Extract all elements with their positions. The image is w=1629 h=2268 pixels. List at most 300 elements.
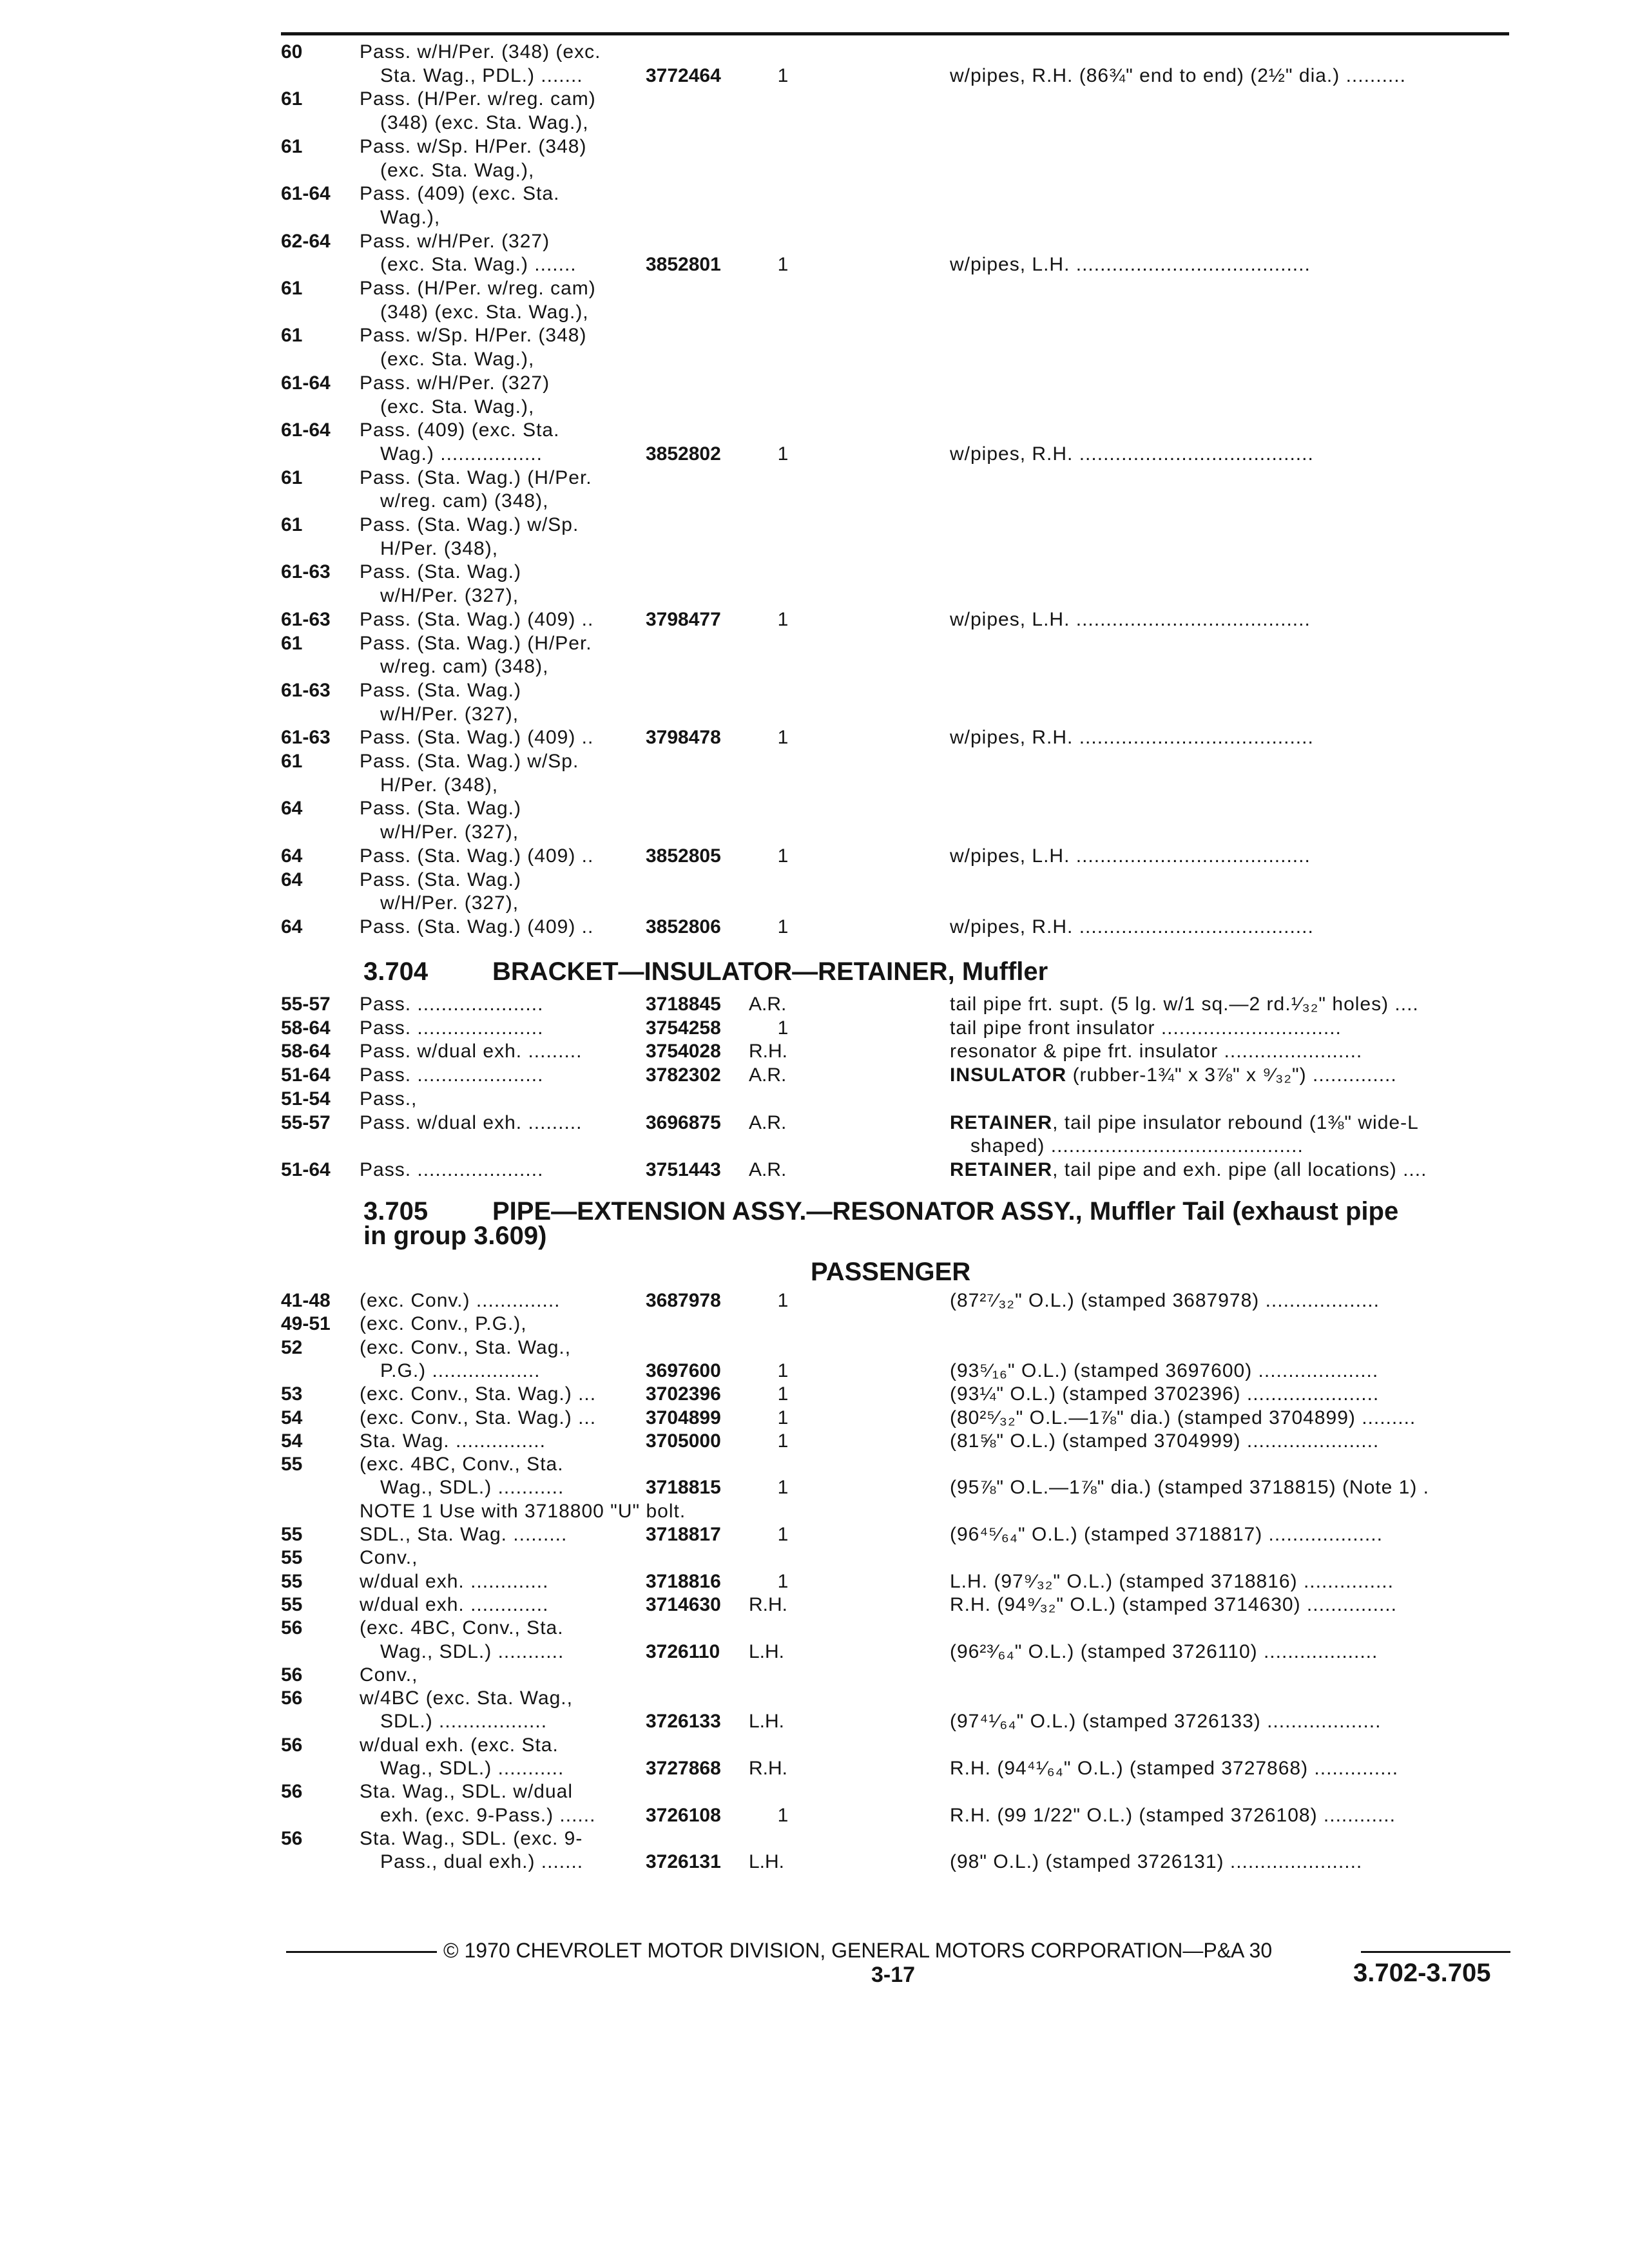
model-description: (348) (exc. Sta. Wag.), [380,112,589,134]
model-description: Pass., dual exh.) ....... [380,1851,584,1873]
table-row [0,1640,1629,1664]
model-description: w/H/Per. (327), [380,892,519,914]
top-rule [281,32,1509,35]
model-description: Pass. (Sta. Wag.) (409) .. [360,916,594,937]
description-text: (96²³⁄₆₄" O.L.) (stamped 3726110) ................... [950,1640,1378,1662]
quantity: 1 [777,727,789,749]
part-number: 3798478 [646,727,721,749]
description-text: (80²⁵⁄₃₂" O.L.—1⅞" dia.) (stamped 3704899) ......... [950,1407,1416,1428]
section-3704-number: 3.704 [363,957,429,986]
part-number: 3687978 [646,1290,721,1311]
model-description: Wag., SDL.) ........... [380,1477,564,1499]
year-range: 64 [281,869,303,890]
quantity: R.H. [749,1758,787,1779]
part-description [950,253,1311,276]
year-range: 64 [281,798,303,820]
table-row [0,1336,1629,1360]
quantity: A.R. [749,1158,787,1180]
part-description [950,915,1314,939]
part-description [950,1803,1396,1827]
table-row [0,1134,1629,1158]
table-row [0,1733,1629,1757]
model-description: Sta. Wag., SDL. (exc. 9- [360,1827,583,1849]
quantity: 1 [777,64,789,86]
table-row [0,1803,1629,1827]
quantity: L.H. [749,1711,785,1733]
part-number: 3714630 [646,1593,721,1615]
description-text: w/pipes, L.H. ....................................... [950,608,1311,630]
part-description [950,1709,1381,1733]
table-row [0,560,1629,584]
year-range: 58-64 [281,1017,331,1039]
model-description: Pass. ..................... [360,1158,544,1180]
model-description: (exc. 4BC, Conv., Sta. [360,1617,564,1639]
part-description [950,1016,1342,1040]
model-description: SDL.) .................. [380,1711,548,1733]
part-number: 3702396 [646,1383,721,1405]
table-row [0,773,1629,797]
table-row [0,1780,1629,1803]
part-description [950,1570,1394,1593]
table-row [0,1850,1629,1874]
year-range: 61-63 [281,727,331,749]
year-range: 61-63 [281,608,331,630]
model-description: (exc. Conv.) .............. [360,1290,561,1311]
quantity: 1 [777,1804,789,1826]
description-text: (93¼" O.L.) (stamped 3702396) ...................... [950,1383,1380,1405]
model-description: w/H/Per. (327), [380,703,519,725]
part-description [950,844,1311,868]
model-description: H/Per. (348), [380,537,499,559]
model-description: Pass. w/H/Per. (327) [360,372,550,394]
table-row [0,1382,1629,1406]
part-description [950,1593,1397,1617]
quantity: 1 [777,1383,789,1405]
quantity: 1 [777,443,789,465]
part-description [950,1475,1429,1499]
part-description [950,1039,1362,1063]
model-description: (exc. Conv., Sta. Wag.) ... [360,1383,597,1405]
footer-page-number: 3-17 [871,1963,916,1987]
part-description [950,992,1419,1016]
quantity: 1 [777,1570,789,1592]
year-range: 55 [281,1454,303,1475]
quantity: 1 [777,1477,789,1499]
part-number: 3726131 [646,1851,721,1873]
model-description: H/Per. (348), [380,774,499,796]
model-description: (348) (exc. Sta. Wag.), [380,301,589,323]
part-number: 3704899 [646,1407,721,1428]
table-row [0,608,1629,631]
year-range: 55 [281,1570,303,1592]
description-text: shaped) .......................................... [970,1135,1304,1157]
table-row [0,749,1629,773]
part-number: 3751443 [646,1158,721,1180]
part-number: 3852802 [646,443,721,465]
quantity: 1 [777,1407,789,1428]
quantity: 1 [777,1017,789,1039]
model-description: w/dual exh. ............. [360,1593,549,1615]
model-description: Wag., SDL.) ........... [380,1758,564,1779]
model-description: Pass. (Sta. Wag.) (409) .. [360,845,594,867]
model-description: Pass. (Sta. Wag.) [360,869,521,890]
year-range: 61 [281,632,303,654]
table-row [0,64,1629,88]
quantity: R.H. [749,1041,787,1062]
description-text: (97⁴¹⁄₆₄" O.L.) (stamped 3726133) ................... [950,1711,1382,1733]
table-row [0,1686,1629,1710]
model-description: Sta. Wag. ............... [360,1430,546,1452]
table-row [0,111,1629,135]
table-row [0,371,1629,395]
description-text: (93⁵⁄₁₆" O.L.) (stamped 3697600) .................... [950,1360,1379,1381]
model-description: Pass. w/H/Per. (348) (exc. [360,41,601,62]
model-description: w/reg. cam) (348), [380,490,549,512]
year-range: 54 [281,1430,303,1452]
year-range: 60 [281,41,303,62]
part-number: 3852801 [646,254,721,276]
part-description [950,1406,1416,1430]
model-description: Wag.), [380,206,441,228]
year-range: 54 [281,1407,303,1428]
model-description: Pass. (H/Per. w/reg. cam) [360,278,596,299]
model-description: Sta. Wag., SDL. w/dual [360,1781,574,1803]
model-description: Pass. (Sta. Wag.) (H/Per. [360,466,592,488]
part-description [950,608,1311,631]
quantity: 1 [777,608,789,630]
table-row [0,1087,1629,1111]
table-row [0,418,1629,442]
table-row [0,1756,1629,1780]
year-range: 56 [281,1827,303,1849]
description-text: R.H. (94⁹⁄₃₂" O.L.) (stamped 3714630) ............... [950,1593,1397,1615]
table-row [0,915,1629,939]
model-description: Pass. (Sta. Wag.) w/Sp. [360,514,579,535]
model-description: w/4BC (exc. Sta. Wag., [360,1687,573,1709]
section-3705-number: 3.705 [363,1197,429,1225]
quantity: R.H. [749,1593,787,1615]
model-description: SDL., Sta. Wag. ......... [360,1524,568,1545]
table-row [0,347,1629,371]
part-number: 3798477 [646,608,721,630]
model-description: (exc. Sta. Wag.), [380,159,535,181]
model-description: Pass. (409) (exc. Sta. [360,183,560,205]
part-number: 3697600 [646,1360,721,1381]
model-description: Pass. w/Sp. H/Per. (348) [360,325,587,347]
year-range: 49-51 [281,1313,331,1335]
model-description: Conv., [360,1664,418,1686]
table-row [0,206,1629,229]
description-text: (96⁴⁵⁄₆₄" O.L.) (stamped 3718817) ................... [950,1524,1383,1545]
year-range: 61 [281,135,303,157]
year-range: 61 [281,88,303,110]
model-description: exh. (exc. 9-Pass.) ...... [380,1804,596,1826]
model-description: w/H/Per. (327), [380,585,519,607]
description-text: w/pipes, R.H. ....................................... [950,443,1314,465]
model-description: Pass., [360,1088,418,1110]
model-description: Pass. (Sta. Wag.) [360,679,521,701]
part-number: 3718845 [646,994,721,1015]
part-number: 3726110 [646,1640,720,1662]
table-row [0,891,1629,915]
description-text: w/pipes, L.H. ....................................... [950,845,1311,867]
part-description [970,1134,1304,1158]
quantity: L.H. [749,1851,785,1873]
table-row [0,135,1629,159]
table-row [0,844,1629,868]
model-description: Pass. (H/Per. w/reg. cam) [360,88,596,110]
table-row [0,537,1629,561]
part-number: 3772464 [646,64,721,86]
table-row [0,1663,1629,1687]
quantity: A.R. [749,1111,787,1133]
table-row [0,1499,1629,1523]
footer-rule-right [1361,1951,1510,1953]
table-row [0,1546,1629,1570]
description-text: (rubber-1¾" x 3⅞" x ⁹⁄₃₂") .............. [1066,1064,1397,1086]
description-text: (87²⁷⁄₃₂" O.L.) (stamped 3687978) ................... [950,1290,1380,1311]
quantity: 1 [777,916,789,937]
model-description: Pass. ..................... [360,1017,544,1039]
part-number: 3782302 [646,1064,721,1086]
part-description [950,64,1406,88]
year-range: 61 [281,278,303,299]
model-description: Pass. (Sta. Wag.) [360,798,521,820]
year-range: 51-54 [281,1088,331,1110]
year-range: 61 [281,325,303,347]
table-row [0,992,1629,1016]
model-description: Pass. (Sta. Wag.) [360,561,521,583]
description-text: w/pipes, L.H. ....................................... [950,254,1311,276]
table-row [0,631,1629,655]
table-row [0,1359,1629,1383]
part-description [950,1111,1419,1135]
year-range: 61-63 [281,679,331,701]
year-range: 56 [281,1617,303,1639]
footer-copyright: © 1970 CHEVROLET MOTOR DIVISION, GENERAL MOTORS CORPORATION—P&A 30 [443,1939,1273,1962]
table-row [0,1312,1629,1336]
part-description [950,1756,1398,1780]
model-description: Pass. (Sta. Wag.) (H/Per. [360,632,592,654]
part-number: 3726108 [646,1804,721,1826]
table-row [0,1063,1629,1087]
model-description: Pass. w/dual exh. ......... [360,1041,583,1062]
quantity: 1 [777,254,789,276]
table-row [0,1523,1629,1546]
table-row [0,1429,1629,1453]
model-description: (exc. Conv., Sta. Wag.) ... [360,1407,597,1428]
table-row [0,1158,1629,1182]
quantity: 1 [777,1360,789,1381]
description-text: w/pipes, R.H. ....................................... [950,916,1314,937]
year-range: 61 [281,466,303,488]
table-row [0,1709,1629,1733]
year-range: 55-57 [281,994,331,1015]
description-text: , tail pipe insulator rebound (1⅜" wide-L [1052,1111,1419,1133]
part-description [950,1063,1397,1087]
table-row [0,229,1629,253]
year-range: 61 [281,751,303,772]
table-row [0,1570,1629,1593]
table-row [0,1406,1629,1430]
description-text: (98" O.L.) (stamped 3726131) ...................... [950,1851,1363,1873]
table-row [0,395,1629,419]
description-text: R.H. (99 1/22" O.L.) (stamped 3726108) ............ [950,1804,1396,1826]
year-range: 55 [281,1547,303,1569]
part-description [950,1382,1379,1406]
model-description: (exc. Sta. Wag.), [380,396,535,418]
model-description: NOTE 1 Use with 3718800 "U" bolt. [360,1500,686,1522]
table-row [0,276,1629,300]
part-number: 3718817 [646,1524,721,1545]
quantity: A.R. [749,1064,787,1086]
model-description: Conv., [360,1547,418,1569]
part-description [950,726,1314,749]
year-range: 64 [281,916,303,937]
table-row [0,1016,1629,1040]
quantity: A.R. [749,994,787,1015]
section-3705-title-line2: in group 3.609) [363,1222,547,1250]
year-range: 55 [281,1524,303,1545]
table-row [0,726,1629,749]
model-description: Pass. w/Sp. H/Per. (348) [360,135,587,157]
model-description: Pass. w/dual exh. ......... [360,1111,583,1133]
year-range: 61-63 [281,561,331,583]
table-row [0,584,1629,608]
model-description: Wag., SDL.) ........... [380,1640,564,1662]
quantity: 1 [777,1524,789,1545]
year-range: 64 [281,845,303,867]
year-range: 61-64 [281,372,331,394]
model-description: w/H/Per. (327), [380,822,519,843]
part-number: 3718816 [646,1570,721,1592]
table-row [0,87,1629,111]
footer-section-range: 3.702-3.705 [1353,1959,1491,1987]
description-keyword: RETAINER [950,1111,1053,1133]
table-row [0,796,1629,820]
part-description [950,1523,1383,1546]
part-number: 3754258 [646,1017,721,1039]
description-text: resonator & pipe frt. insulator ....................... [950,1041,1363,1062]
model-description: w/reg. cam) (348), [380,656,549,678]
year-range: 61 [281,514,303,535]
part-description [950,1429,1379,1453]
description-text: tail pipe frt. supt. (5 lg. w/1 sq.—2 rd.¹⁄₃₂" holes) .... [950,994,1419,1015]
model-description: w/dual exh. (exc. Sta. [360,1734,559,1756]
model-description: (exc. Conv., P.G.), [360,1313,527,1335]
model-description: (exc. Sta. Wag.), [380,349,535,370]
year-range: 56 [281,1664,303,1686]
description-text: w/pipes, R.H. ....................................... [950,727,1314,749]
year-range: 61-64 [281,419,331,441]
table-row [0,1827,1629,1850]
table-row [0,253,1629,276]
year-range: 55-57 [281,1111,331,1133]
table-row [0,513,1629,537]
part-number: 3726133 [646,1711,721,1733]
description-text: , tail pipe and exh. pipe (all locations) .... [1052,1158,1427,1180]
table-row [0,323,1629,347]
table-row [0,1616,1629,1640]
part-description [950,1158,1427,1182]
year-range: 58-64 [281,1041,331,1062]
year-range: 51-64 [281,1064,331,1086]
year-range: 56 [281,1734,303,1756]
part-description [950,442,1314,466]
model-description: (exc. 4BC, Conv., Sta. [360,1454,564,1475]
quantity: L.H. [749,1640,785,1662]
model-description: Pass. (Sta. Wag.) w/Sp. [360,751,579,772]
part-description [950,1289,1380,1312]
model-description: w/dual exh. ............. [360,1570,549,1592]
quantity: 1 [777,1290,789,1311]
part-number: 3727868 [646,1758,721,1779]
part-number: 3718815 [646,1477,721,1499]
table-row [0,1475,1629,1499]
table-row [0,655,1629,678]
table-row [0,1111,1629,1135]
description-text: L.H. (97⁹⁄₃₂" O.L.) (stamped 3718816) ............... [950,1570,1394,1592]
year-range: 52 [281,1336,303,1358]
year-range: 56 [281,1687,303,1709]
model-description: (exc. Sta. Wag.) ....... [380,254,577,276]
table-row [0,442,1629,466]
table-row [0,1593,1629,1617]
table-row [0,820,1629,844]
model-description: Pass. (409) (exc. Sta. [360,419,560,441]
model-description: Pass. w/H/Per. (327) [360,230,550,252]
model-description: Sta. Wag., PDL.) ....... [380,64,583,86]
model-description: (exc. Conv., Sta. Wag., [360,1336,572,1358]
model-description: P.G.) .................. [380,1360,541,1381]
part-description [950,1359,1378,1383]
description-keyword: INSULATOR [950,1064,1067,1086]
part-number: 3852805 [646,845,721,867]
table-row [0,466,1629,490]
part-number: 3754028 [646,1041,721,1062]
year-range: 61-64 [281,183,331,205]
table-row [0,489,1629,513]
model-description: Pass. (Sta. Wag.) (409) .. [360,727,594,749]
year-range: 55 [281,1593,303,1615]
quantity: 1 [777,845,789,867]
model-description: Pass. (Sta. Wag.) (409) .. [360,608,594,630]
table-row [0,182,1629,206]
description-text: tail pipe front insulator .............................. [950,1017,1342,1039]
description-text: (81⅝" O.L.) (stamped 3704999) ...................... [950,1430,1380,1452]
description-text: w/pipes, R.H. (86¾" end to end) (2½" dia.) .......... [950,64,1406,86]
section-3705-title-line1: PIPE—EXTENSION ASSY.—RESONATOR ASSY., Muffler Tail (exhaust pipe [492,1197,1399,1225]
section-3704-title: BRACKET—INSULATOR—RETAINER, Muffler [492,957,1048,986]
subheading-passenger: PASSENGER [811,1258,971,1286]
table-row [0,1039,1629,1063]
part-description [950,1640,1378,1664]
part-number: 3852806 [646,916,721,937]
year-range: 56 [281,1781,303,1803]
year-range: 41-48 [281,1290,331,1311]
table-row [0,40,1629,64]
table-row [0,868,1629,892]
model-description: Pass. ..................... [360,994,544,1015]
quantity: 1 [777,1430,789,1452]
description-text: R.H. (94⁴¹⁄₆₄" O.L.) (stamped 3727868) .............. [950,1758,1399,1779]
year-range: 53 [281,1383,303,1405]
part-description [950,1850,1362,1874]
year-range: 51-64 [281,1158,331,1180]
table-row [0,159,1629,182]
model-description: Wag.) ................. [380,443,543,465]
part-number: 3705000 [646,1430,721,1452]
